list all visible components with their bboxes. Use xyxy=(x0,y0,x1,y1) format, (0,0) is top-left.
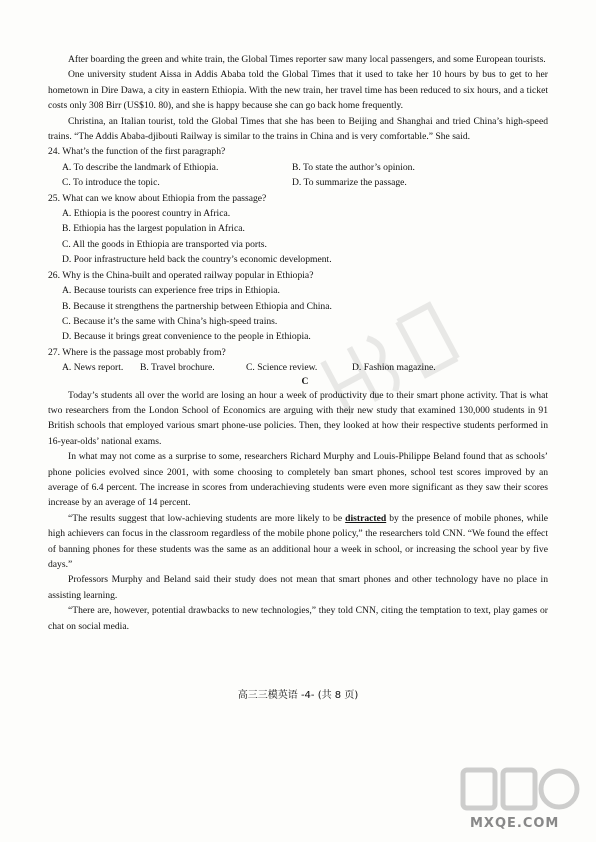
option-b: B. To state the author’s opinion. xyxy=(292,161,415,173)
question-stem: 26. Why is the China-built and operated railway popular in Ethiopia? xyxy=(48,269,314,281)
passage-paragraph: Today’s students all over the world are losing an hour a week of productivity due to their smart phone activity. That is what two researchers from the London School of Economics are arguing with their new study that examined 130,000 students in 91 British schools that employed various smart phone-use policies. Then, they looked at how their respective students performed in 16-year-olds’ national exams. xyxy=(48,389,548,447)
passage-paragraph: One university student Aissa in Addis Ababa told the Global Times that it used to take her 10 hours by bus to get to her hometown in Dire Dawa, a city in eastern Ethiopia. With the new train, her travel time has been reduced to six hours, and a ticket costs only 308 Birr (US$10. 80), and she is happy because she can go back home frequently. xyxy=(48,69,548,112)
text-segment: “The results suggest that low-achieving students are more likely to be xyxy=(68,512,346,524)
options-list xyxy=(48,283,548,345)
option-d: D. Because it brings great convenience to the people in Ethiopia. xyxy=(62,331,311,343)
option-b: B. Because it strengthens the partnership between Ethiopia and China. xyxy=(62,300,332,312)
question-stem: 27. Where is the passage most probably from? xyxy=(48,346,226,358)
options-list xyxy=(48,206,548,268)
question-stem: 25. What can we know about Ethiopia from the passage? xyxy=(48,192,267,204)
option-b: B. Travel brochure. xyxy=(140,362,215,374)
passage-paragraph: Professors Murphy and Beland said their study does not mean that smart phones and other technology have no place in assisting learning. xyxy=(48,574,548,601)
site-logo-text: MXQE.COM xyxy=(470,816,560,831)
underlined-word: distracted xyxy=(345,512,387,524)
options-grid xyxy=(48,160,548,191)
text-segment: by the presence of mobile phones, while high achievers can focus in the classroom regardless of the mobile phone policy,” the researchers told CNN. “We found the effect of banning phones for these students was the same as an additional hour a week in school, or increasing the school year by five days.” xyxy=(48,512,548,570)
option-a: A. News report. xyxy=(62,362,124,374)
question-stem: 24. What’s the function of the first paragraph? xyxy=(48,146,226,158)
question-25 xyxy=(48,191,548,268)
option-c: C. Because it’s the same with China’s high-speed trains. xyxy=(62,315,278,327)
option-b: B. Ethiopia has the largest population in Africa. xyxy=(62,223,245,235)
option-a: A. Ethiopia is the poorest country in Africa. xyxy=(62,208,231,220)
passage-paragraph: Christina, an Italian tourist, told the Global Times that she has been to Beijing and Shanghai and tried China’s high-speed trains. “The Addis Ababa-djibouti Railway is similar to the trains in China and is very comfortable.” She said. xyxy=(48,115,548,143)
option-d: D. To summarize the passage. xyxy=(292,177,407,189)
question-27 xyxy=(48,345,548,376)
option-d: D. Fashion magazine. xyxy=(352,362,436,374)
exam-page-content xyxy=(48,52,548,634)
option-c: C. Science review. xyxy=(246,362,318,374)
passage-paragraph: “There are, however, potential drawbacks to new technologies,” they told CNN, citing the temptation to text, play games or chat on social media. xyxy=(48,605,548,632)
option-a: A. Because tourists can experience free trips in Ethiopia. xyxy=(62,285,280,297)
question-26 xyxy=(48,268,548,345)
passage-paragraph xyxy=(48,511,548,573)
section-heading: C xyxy=(301,375,309,387)
passage-paragraph: After boarding the green and white train, the Global Times reporter saw many local passengers, and some European tourists. xyxy=(68,54,546,65)
page-footer: 高三三模英语 -4- (共 8 页) xyxy=(237,690,359,701)
question-24 xyxy=(48,144,548,190)
option-c: C. All the goods in Ethiopia are transported via ports. xyxy=(62,238,267,250)
passage-paragraph: In what may not come as a surprise to some, researchers Richard Murphy and Louis-Philippe Beland found that as schools’ phone policies evolved since 2001, with some choosing to completely ban smart phones, school test scores improved by an average of 6.4 percent. The increase in scores from underachieving students were even more significant as they saw their scores increase by an average of 14 percent. xyxy=(48,451,548,509)
option-c: C. To introduce the topic. xyxy=(62,177,160,189)
options-row xyxy=(48,360,548,375)
option-a: A. To describe the landmark of Ethiopia. xyxy=(62,161,219,173)
option-d: D. Poor infrastructure held back the country’s economic development. xyxy=(62,254,332,266)
